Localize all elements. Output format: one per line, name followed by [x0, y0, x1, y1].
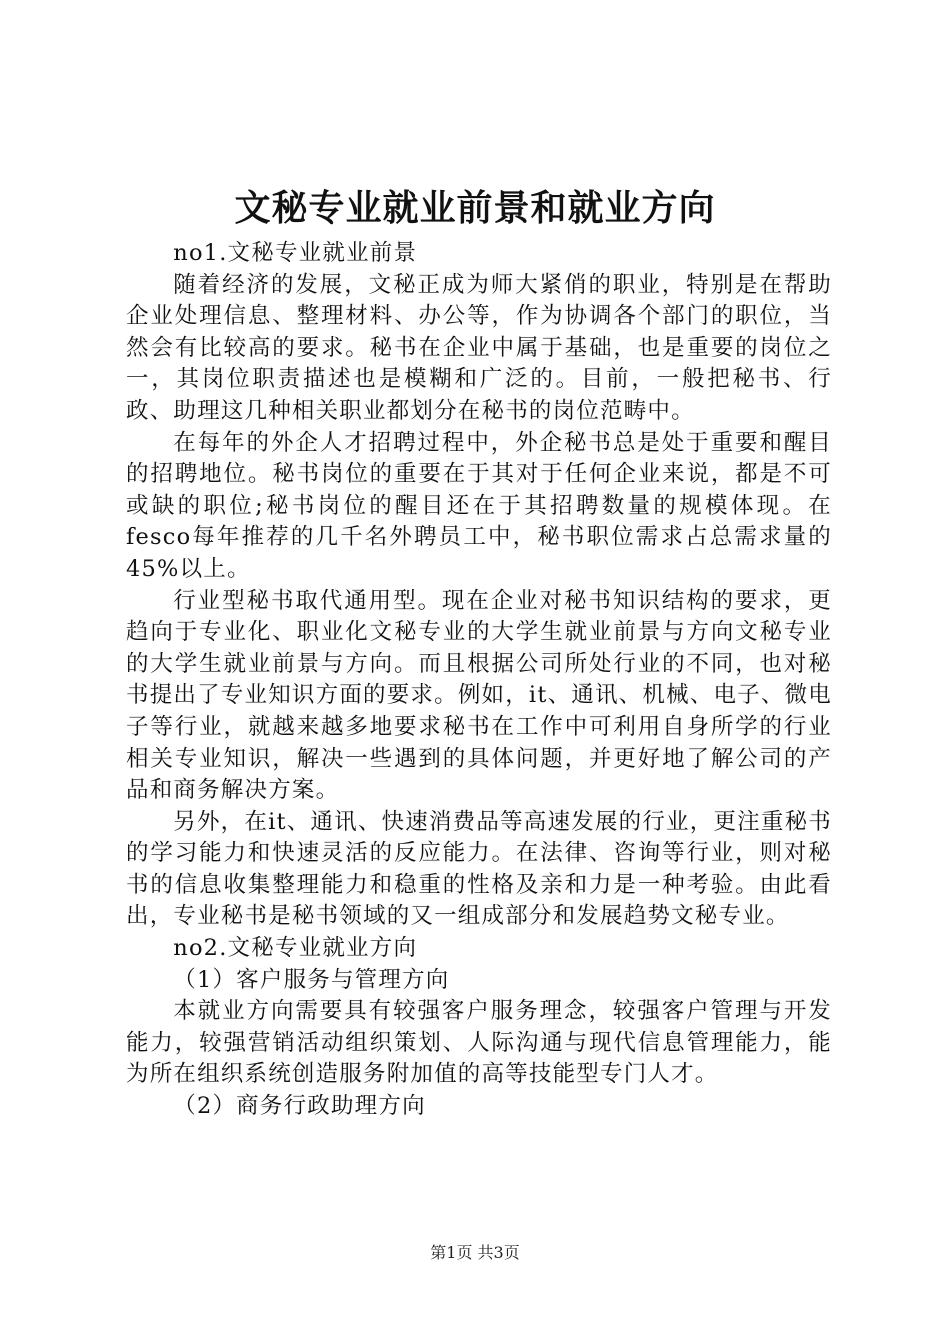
paragraph: 另外，在it、通讯、快速消费品等高速发展的行业，更注重秘书的学习能力和快速灵活的反应能力。在法律、咨询等行业，则对秘书的信息收集整理能力和稳重的性格及亲和力是一种考验。由此看出，专业秘书是秘书领域的又一组成部分和发展趋势文秘专业。	[126, 808, 832, 930]
paragraph: 在每年的外企人才招聘过程中，外企秘书总是处于重要和醒目的招聘地位。秘书岗位的重要在于其对于任何企业来说，都是不可或缺的职位;秘书岗位的醒目还在于其招聘数量的规模体现。在fesco每年推荐的几千名外聘员工中，秘书职位需求占总需求量的45%以上。	[126, 429, 832, 582]
document-body	[126, 238, 832, 1123]
paragraph: 本就业方向需要具有较强客户服务理念，较强客户管理与开发能力，较强营销活动组织策划、人际沟通与现代信息管理能力，能为所在组织系统创造服务附加值的高等技能型专门人才。	[126, 998, 832, 1088]
section-heading-1: no1.文秘专业就业前景	[173, 240, 418, 266]
section-heading-2: no2.文秘专业就业方向	[173, 935, 418, 962]
paragraph: 随着经济的发展，文秘正成为师大紧俏的职业，特别是在帮助企业处理信息、整理材料、办公等，作为协调各个部门的职位，当然会有比较高的要求。秘书在企业中属于基础，也是重要的岗位之一，其岗位职责描述也是模糊和广泛的。目前，一般把秘书、行政、助理这几种相关职业都划分在秘书的岗位范畴中。	[126, 271, 832, 424]
paragraph: 行业型秘书取代通用型。现在企业对秘书知识结构的要求，更趋向于专业化、职业化文秘专业的大学生就业前景与方向文秘专业的大学生就业前景与方向。而且根据公司所处行业的不同，也对秘书提出了专业知识方面的要求。例如，it、通讯、机械、电子、微电子等行业，就越来越多地要求秘书在工作中可利用自身所学的行业相关专业知识，解决一些遇到的具体问题，并更好地了解公司的产品和商务解决方案。	[126, 587, 832, 804]
document-title: 文秘专业就业前景和就业方向	[234, 187, 716, 229]
subsection-heading-1: （1）客户服务与管理方向	[173, 966, 450, 993]
page-footer: 第1页 共3页	[430, 1243, 520, 1262]
subsection-heading-2: （2）商务行政助理方向	[173, 1093, 426, 1120]
